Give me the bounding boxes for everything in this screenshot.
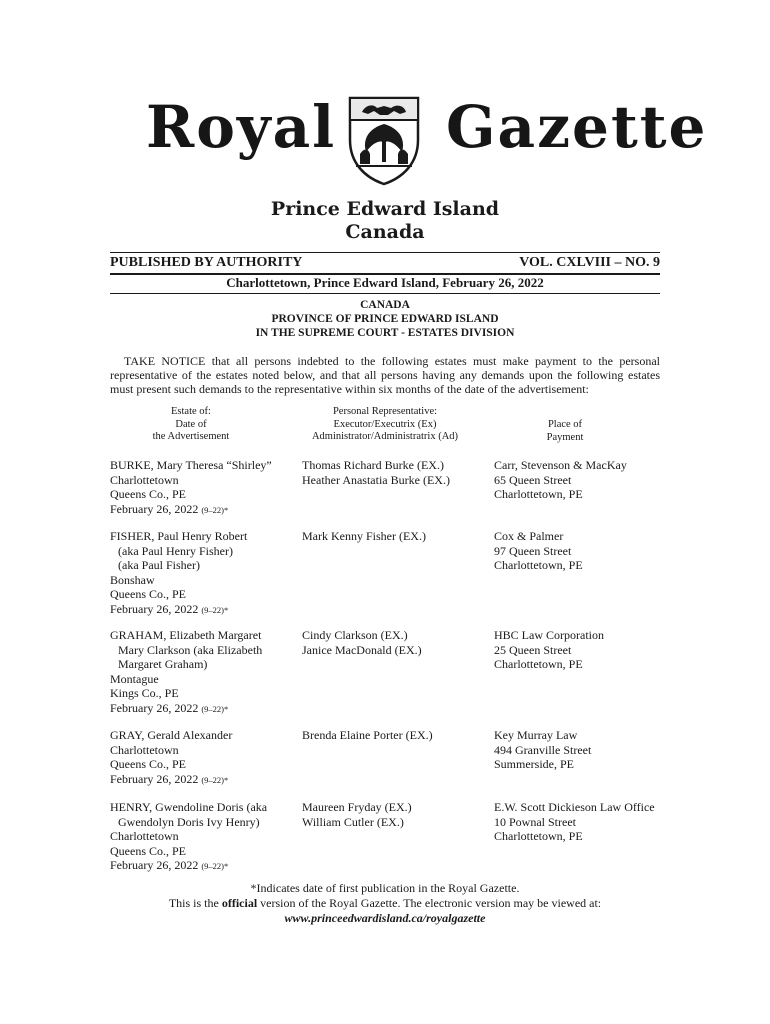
representative-name: Cindy Clarkson (EX.) — [302, 628, 408, 642]
date-code: (9–22)* — [201, 604, 229, 615]
column-header-line: Executor/Executrix (Ex) — [333, 418, 437, 430]
estate-location: Bonshaw — [110, 572, 155, 587]
notice-heading-province: PROVINCE OF PRINCE EDWARD ISLAND — [271, 313, 499, 325]
estate-county: Queens Co., PE — [110, 843, 186, 858]
advertisement-date — [110, 701, 300, 717]
payment-graham — [494, 628, 670, 672]
representative-name: Janice MacDonald (EX.) — [302, 642, 422, 657]
advertisement-date — [110, 772, 300, 788]
payment-firm: Cox & Palmer — [494, 529, 564, 543]
column-header-line: Place of — [547, 419, 583, 430]
representative-name: Heather Anastatia Burke (EX.) — [302, 472, 450, 487]
gazette-url-link[interactable]: www.princeedwardisland.ca/royalgazette — [284, 911, 486, 925]
estate-entry-burke — [110, 458, 300, 517]
advertisement-date — [110, 502, 300, 518]
representatives-gray — [302, 728, 492, 743]
column-header-line: Payment — [546, 431, 584, 443]
notice-heading-country: CANADA — [360, 299, 410, 311]
notice-paragraph: TAKE NOTICE that all persons indebted to the following estates must make payment to the personal representative of the estates noted below, and that all persons having any demands upon the following estates must present such demands to the representative within six months of the date of the advertisement: — [110, 354, 660, 396]
date-text: February 26, 2022 — [110, 501, 199, 516]
published-by-authority: PUBLISHED BY AUTHORITY — [110, 255, 303, 270]
official-note-text: This is the — [168, 896, 222, 910]
representative-name: William Cutler (EX.) — [302, 814, 404, 829]
date-code: (9–22)* — [201, 861, 229, 871]
footnote-first-publication: *Indicates date of first publication in the Royal Gazette. — [250, 881, 520, 895]
estate-alias: (aka Paul Henry Fisher) — [118, 543, 233, 558]
payment-city: Summerside, PE — [494, 757, 574, 771]
column-header-line: Estate of: — [171, 406, 211, 417]
date-text: February 26, 2022 — [110, 601, 199, 616]
column-header-representative — [300, 406, 470, 444]
date-code: (9–22)* — [201, 774, 229, 785]
estate-entry-gray — [110, 728, 300, 787]
payment-firm: HBC Law Corporation — [494, 628, 604, 642]
estate-location: Charlottetown — [110, 829, 179, 843]
estate-county: Queens Co., PE — [110, 487, 186, 501]
official-emphasis: official — [221, 896, 258, 910]
payment-burke — [494, 458, 670, 502]
representative-name: Mark Kenny Fisher (EX.) — [302, 529, 426, 543]
advertisement-date — [110, 602, 300, 618]
representative-name: Maureen Fryday (EX.) — [302, 800, 412, 814]
divider-top — [110, 252, 660, 253]
divider-bottom — [110, 293, 660, 294]
estate-name-continued: Gwendolyn Doris Ivy Henry) — [118, 814, 260, 829]
column-header-line: the Advertisement — [152, 431, 230, 442]
estate-entry-graham — [110, 628, 300, 716]
column-header-estate — [110, 406, 272, 444]
estate-county: Queens Co., PE — [110, 757, 186, 771]
representative-name: Brenda Elaine Porter (EX.) — [302, 728, 433, 742]
payment-address: 97 Queen Street — [494, 543, 572, 558]
advertisement-date — [110, 858, 300, 874]
column-header-line: Date of — [175, 418, 207, 430]
payment-city: Charlottetown, PE — [494, 829, 583, 843]
estate-name: GRAY, Gerald Alexander — [110, 728, 233, 742]
estate-name: FISHER, Paul Henry Robert — [110, 529, 248, 543]
column-header-line: Personal Representative: — [332, 406, 438, 417]
payment-henry — [494, 800, 670, 844]
estate-location: Charlottetown — [110, 472, 179, 487]
payment-fisher — [494, 529, 670, 573]
masthead-subtitle-province: Prince Edward Island — [270, 198, 500, 220]
estate-name: HENRY, Gwendoline Doris (aka — [110, 800, 268, 814]
coat-of-arms-icon — [344, 94, 424, 186]
estate-county: Queens Co., PE — [110, 587, 186, 601]
masthead — [0, 92, 770, 192]
estate-location: Montague — [110, 671, 159, 686]
payment-gray — [494, 728, 670, 772]
payment-address: 65 Queen Street — [494, 472, 572, 487]
payment-address: 10 Pownal Street — [494, 814, 576, 829]
estate-name-continued: Margaret Graham) — [118, 657, 208, 671]
estate-entry-fisher — [110, 529, 300, 617]
masthead-title-gazette: Gazette — [446, 93, 708, 161]
official-note-text: version of the Royal Gazette. The electronic version may be viewed at: — [257, 896, 602, 910]
representatives-graham — [302, 628, 492, 657]
official-version-note — [110, 896, 660, 911]
column-header-line: Administrator/Administratrix (Ad) — [311, 431, 459, 442]
date-text: February 26, 2022 — [110, 771, 199, 786]
volume-number: VOL. CXLVIII – NO. 9 — [519, 255, 660, 270]
date-text: February 26, 2022 — [110, 858, 199, 872]
payment-firm: Key Murray Law — [494, 728, 578, 742]
estate-entry-henry — [110, 800, 300, 874]
estate-county: Kings Co., PE — [110, 686, 179, 700]
payment-firm: E.W. Scott Dickieson Law Office — [494, 800, 655, 814]
representative-name: Thomas Richard Burke (EX.) — [302, 458, 444, 472]
date-code: (9–22)* — [201, 703, 229, 714]
estate-name: BURKE, Mary Theresa “Shirley” — [110, 458, 272, 472]
notice-heading-court: IN THE SUPREME COURT - ESTATES DIVISION — [255, 327, 515, 339]
date-code: (9–22)* — [201, 504, 229, 515]
estate-alias: (aka Paul Fisher) — [118, 558, 200, 572]
dateline: Charlottetown, Prince Edward Island, February 26, 2022 — [226, 275, 544, 290]
representatives-fisher — [302, 529, 492, 544]
masthead-title-royal: Royal — [146, 93, 337, 161]
publication-bar — [110, 254, 660, 272]
payment-address: 25 Queen Street — [494, 642, 572, 657]
payment-city: Charlottetown, PE — [494, 558, 583, 572]
payment-city: Charlottetown, PE — [494, 487, 583, 501]
payment-city: Charlottetown, PE — [494, 657, 583, 671]
estate-name-continued: Mary Clarkson (aka Elizabeth — [118, 642, 263, 657]
date-text: February 26, 2022 — [110, 700, 199, 715]
representatives-henry — [302, 800, 492, 829]
payment-firm: Carr, Stevenson & MacKay — [494, 458, 627, 472]
column-header-payment — [496, 419, 634, 444]
estate-location: Charlottetown — [110, 742, 179, 757]
masthead-subtitle-country: Canada — [345, 221, 425, 243]
representatives-burke — [302, 458, 492, 487]
estate-name: GRAHAM, Elizabeth Margaret — [110, 628, 262, 642]
payment-address: 494 Granville Street — [494, 742, 592, 757]
